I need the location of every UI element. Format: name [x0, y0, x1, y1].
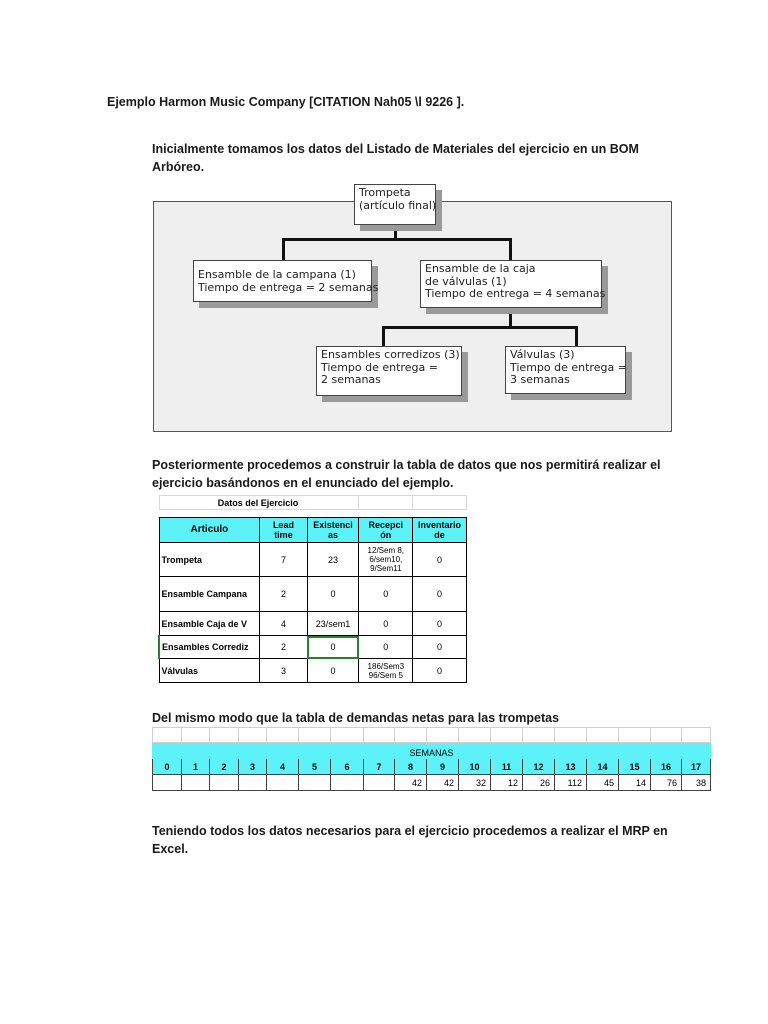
row-inventory: 0	[413, 636, 467, 659]
header-line: Lead	[272, 520, 294, 530]
demand-value-cell: 112	[555, 775, 587, 791]
week-number-cell: 15	[619, 759, 651, 775]
blank-cell	[182, 728, 210, 743]
receipt-line: 9/Sem11	[370, 564, 402, 573]
demand-value-cell: 76	[651, 775, 682, 791]
blank-row	[153, 728, 711, 743]
semanas-title: SEMANAS	[153, 743, 711, 759]
mrp-paragraph	[152, 822, 668, 858]
spacer-row	[159, 510, 467, 518]
week-number-cell: 6	[331, 759, 364, 775]
week-number-cell: 14	[587, 759, 619, 775]
row-stock: 0	[307, 659, 359, 683]
connector-to-slides	[382, 326, 385, 346]
demand-value-cell: 38	[682, 775, 711, 791]
demand-value-cell	[239, 775, 267, 791]
row-inventory: 0	[413, 612, 467, 636]
row-item-name: Ensambles Corrediz	[159, 636, 260, 659]
week-number-row	[153, 759, 711, 775]
demand-value-cell: 14	[619, 775, 651, 791]
connector-to-valve-case	[509, 238, 512, 260]
row-inventory: 0	[413, 659, 467, 683]
header-line: ón	[380, 530, 392, 540]
row-inventory: 0	[413, 577, 467, 612]
week-number-cell: 12	[523, 759, 555, 775]
node-text: Trompeta	[359, 186, 411, 199]
node-text: Ensamble de la campana (1)	[198, 268, 356, 281]
intro-line-1: Inicialmente tomamos los datos del Listado de Materiales del ejercicio en un BOM	[152, 142, 639, 156]
header-line: de	[434, 530, 445, 540]
node-text: Ensambles corredizos (3)	[321, 348, 460, 361]
connector-level1-horizontal	[282, 238, 512, 241]
blank-cell	[619, 728, 651, 743]
blank-cell	[555, 728, 587, 743]
connector-to-valves	[575, 326, 578, 346]
week-number-cell: 13	[555, 759, 587, 775]
demand-value-cell	[182, 775, 210, 791]
data-table-paragraph	[152, 456, 661, 492]
table-row	[159, 543, 467, 577]
row-item-name: Ensamble Caja de V	[159, 612, 260, 636]
bom-node-bell-assembly	[193, 260, 379, 302]
receipt-line: 6/sem10,	[369, 555, 403, 564]
week-number-cell: 2	[210, 759, 239, 775]
demand-value-cell	[331, 775, 364, 791]
bom-node-slide-assemblies	[316, 346, 462, 396]
heading-text: Ejemplo Harmon Music Company [CITATION Nah05 \l 9226 ].	[107, 95, 465, 109]
row-receipt: 0	[359, 577, 413, 612]
week-number-cell: 9	[427, 759, 459, 775]
header-line: time	[274, 530, 293, 540]
row-stock: 23	[307, 543, 359, 577]
blank-cell	[210, 728, 239, 743]
blank-cell	[651, 728, 682, 743]
blank-cell	[523, 728, 555, 743]
node-text: Tiempo de entrega =	[510, 360, 627, 374]
row-lead-time: 2	[260, 636, 307, 659]
para4-line-2: Excel.	[152, 842, 189, 856]
blank-cell	[239, 728, 267, 743]
header-articulo: Articulo	[159, 518, 260, 543]
receipt-line: 12/Sem 8,	[367, 546, 405, 555]
week-number-cell: 0	[153, 759, 182, 775]
table-row	[159, 577, 467, 612]
row-lead-time: 2	[260, 577, 307, 612]
table-row	[159, 659, 467, 683]
bom-node-trompeta	[354, 184, 436, 225]
header-existencias	[307, 518, 359, 543]
empty-cell	[359, 496, 413, 510]
net-demand-weeks-table	[152, 727, 711, 791]
demand-value-cell: 32	[459, 775, 491, 791]
header-line: as	[328, 530, 339, 540]
blank-cell	[459, 728, 491, 743]
node-text: 2 semanas	[321, 373, 381, 386]
blank-cell	[491, 728, 523, 743]
week-number-cell: 1	[182, 759, 210, 775]
node-text: Tiempo de entrega =	[321, 360, 438, 374]
demand-value-cell	[267, 775, 299, 791]
header-recepcion	[359, 518, 413, 543]
bom-tree-diagram	[153, 186, 672, 432]
blank-cell	[299, 728, 331, 743]
demand-value-cell: 26	[523, 775, 555, 791]
data-table-title: Datos del Ejercicio	[159, 496, 359, 510]
semanas-title-row	[153, 743, 711, 759]
week-number-cell: 5	[299, 759, 331, 775]
receipt-line: 186/Sem3	[367, 661, 405, 671]
week-number-cell: 7	[364, 759, 395, 775]
bom-node-valve-case-assembly	[420, 260, 606, 308]
demand-value-cell: 45	[587, 775, 619, 791]
row-stock-selected-cell[interactable]: 0	[307, 636, 359, 659]
row-item-name: Ensamble Campana	[159, 577, 260, 612]
blank-cell	[153, 728, 182, 743]
blank-cell	[427, 728, 459, 743]
demand-value-cell: 42	[395, 775, 427, 791]
week-number-cell: 3	[239, 759, 267, 775]
empty-cell	[413, 496, 467, 510]
row-lead-time: 4	[260, 612, 307, 636]
row-item-name: Trompeta	[159, 543, 260, 577]
exercise-data-table	[158, 495, 467, 683]
receipt-line: 96/Sem 5	[368, 670, 403, 680]
para3-line: Del mismo modo que la tabla de demandas netas para las trompetas	[152, 711, 560, 725]
header-line: Inventario	[418, 520, 462, 530]
node-text: 3 semanas	[510, 373, 570, 386]
row-lead-time: 7	[260, 543, 307, 577]
node-text: Tiempo de entrega = 4 semanas	[425, 287, 606, 300]
blank-cell	[331, 728, 364, 743]
connector-level2-horizontal	[382, 326, 578, 329]
header-lead-time	[260, 518, 307, 543]
demand-values-row	[153, 775, 711, 791]
demand-value-cell	[153, 775, 182, 791]
para4-line-1: Teniendo todos los datos necesarios para el ejercicio procedemos a realizar el MRP en	[152, 824, 668, 838]
row-inventory: 0	[413, 543, 467, 577]
table-row	[159, 612, 467, 636]
demand-value-cell: 12	[491, 775, 523, 791]
header-inventario	[413, 518, 467, 543]
node-text: Ensamble de la caja	[425, 262, 536, 275]
week-number-cell: 8	[395, 759, 427, 775]
week-number-cell: 16	[651, 759, 682, 775]
blank-cell	[364, 728, 395, 743]
demand-value-cell	[364, 775, 395, 791]
blank-cell	[682, 728, 711, 743]
node-text: (artículo final)	[359, 198, 437, 212]
row-receipt	[359, 543, 413, 577]
para2-line-1: Posteriormente procedemos a construir la tabla de datos que nos permitirá realizar el	[152, 458, 661, 472]
row-receipt: 0	[359, 612, 413, 636]
row-receipt	[359, 659, 413, 683]
bom-node-valves	[505, 346, 626, 394]
blank-cell	[267, 728, 299, 743]
node-text: Válvulas (3)	[510, 348, 575, 361]
blank-cell	[587, 728, 619, 743]
node-text: Tiempo de entrega = 2 semanas	[198, 280, 379, 294]
node-text: de válvulas (1)	[425, 274, 507, 288]
row-item-name: Válvulas	[159, 659, 260, 683]
para2-line-2: ejercicio basándonos en el enunciado del ejemplo.	[152, 476, 454, 490]
week-number-cell: 11	[491, 759, 523, 775]
row-stock: 23/sem1	[307, 612, 359, 636]
demand-value-cell	[299, 775, 331, 791]
demand-value-cell	[210, 775, 239, 791]
row-stock: 0	[307, 577, 359, 612]
table-row	[159, 636, 467, 659]
intro-line-2: Arbóreo.	[152, 160, 205, 174]
week-number-cell: 4	[267, 759, 299, 775]
demand-value-cell: 42	[427, 775, 459, 791]
net-demand-paragraph	[152, 709, 559, 727]
row-lead-time: 3	[260, 659, 307, 683]
header-line: Recepci	[368, 520, 404, 530]
row-receipt: 0	[359, 636, 413, 659]
intro-paragraph	[152, 140, 639, 176]
week-number-cell: 10	[459, 759, 491, 775]
week-number-cell: 17	[682, 759, 711, 775]
header-line: Existenci	[313, 520, 353, 530]
connector-to-bell	[282, 238, 285, 260]
blank-cell	[395, 728, 427, 743]
page-heading	[107, 93, 464, 111]
